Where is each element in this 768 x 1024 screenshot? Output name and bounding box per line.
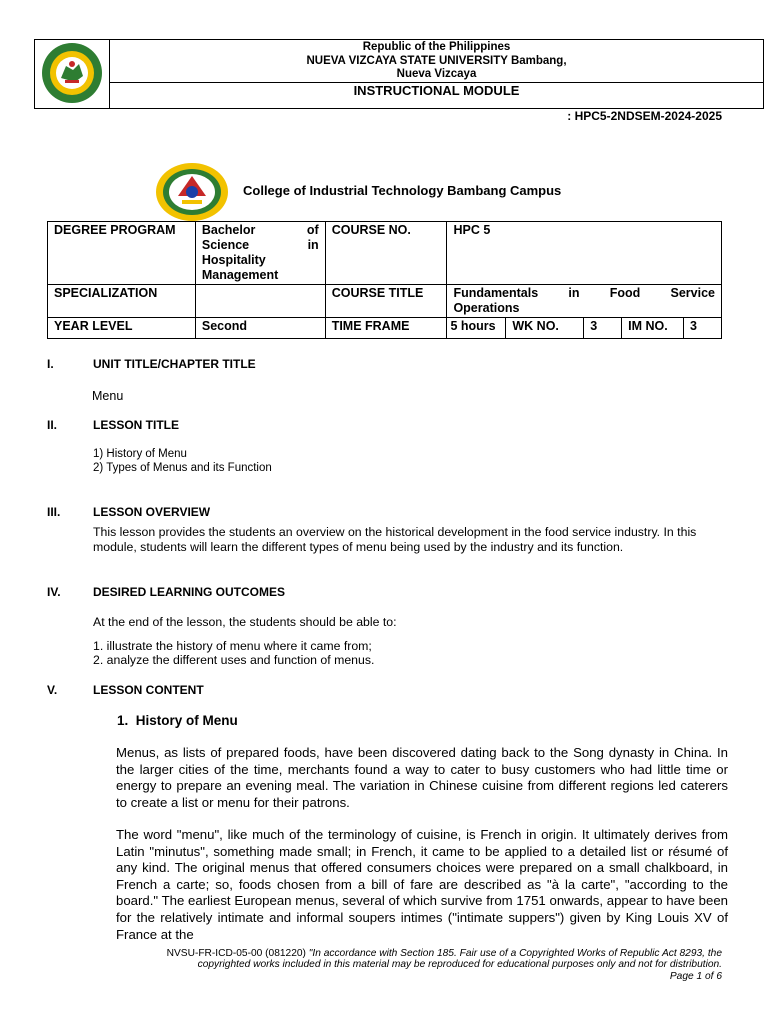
degree-program-value <box>195 222 325 285</box>
im-no-value: 3 <box>684 318 722 339</box>
table-row <box>48 222 722 285</box>
course-title-line-1: Fundamentals in Food Service <box>453 286 715 300</box>
republic-line: Republic of the Philippines <box>362 41 511 53</box>
table-row <box>48 285 722 318</box>
footer-page-line <box>40 971 722 982</box>
module-code: : HPC5-2NDSEM-2024-2025 <box>567 109 722 123</box>
college-name: College of Industrial Technology Bambang Campus <box>243 183 562 198</box>
lesson-title-2: 2) Types of Menus and its Function <box>93 462 272 474</box>
degree-line-2: Science in <box>201 238 319 252</box>
week-no-label: WK NO. <box>506 318 584 339</box>
college-seal-icon <box>154 162 230 222</box>
degree-program-label: DEGREE PROGRAM <box>48 222 196 285</box>
course-title-label: COURSE TITLE <box>325 285 447 318</box>
degree-line-3: Hospitality <box>201 253 266 267</box>
time-frame-label: TIME FRAME <box>325 318 447 339</box>
course-info-table <box>47 221 722 339</box>
lesson-title-1: 1) History of Menu <box>93 448 187 460</box>
lesson-overview-text: This lesson provides the students an overview on the historical development in the food service industry. In this module, students will learn the different types of menu being used by the industry and its function. <box>93 525 697 554</box>
page-footer <box>40 948 722 982</box>
copyright-notice-1: "In accordance with Section 185. Fair use of a Copyrighted Works of Republic Act 8293, the <box>308 948 722 959</box>
university-seal-cell <box>35 40 110 108</box>
section-1-body: Menu <box>92 389 124 403</box>
year-level-label: YEAR LEVEL <box>48 318 196 339</box>
section-4-number: IV. <box>47 585 61 599</box>
document-header <box>34 39 764 109</box>
course-no-value: HPC 5 <box>447 222 722 285</box>
university-line: NUEVA VIZCAYA STATE UNIVERSITY Bambang, <box>306 54 567 67</box>
table-row <box>48 318 722 339</box>
footer-notice-line-1 <box>40 948 722 959</box>
week-no-value: 3 <box>584 318 622 339</box>
degree-line-1: Bachelor of <box>201 223 319 237</box>
im-no-label: IM NO. <box>622 318 684 339</box>
course-title-value <box>447 285 722 318</box>
section-1-number: I. <box>47 357 54 371</box>
copyright-notice-2: copyrighted works included in this material may be reproduced for educational purposes only and not for distribution. <box>197 959 722 971</box>
degree-line-4: Management <box>201 268 279 282</box>
course-title-line-2: Operations <box>453 301 520 315</box>
section-1-title: UNIT TITLE/CHAPTER TITLE <box>93 357 256 371</box>
time-frame-value: 5 hours <box>447 318 506 339</box>
history-paragraph-1: Menus, as lists of prepared foods, have been discovered dating back to the Song dynasty in China. In the larger cities of the time, merchants found a way to cater to busy customers who had little time or energy to prepare an evening meal. The variation in Chinese cuisine from different regions led caterers to create a list or menu for their patrons. <box>116 745 728 810</box>
section-3-title: LESSON OVERVIEW <box>93 505 211 519</box>
module-title: INSTRUCTIONAL MODULE <box>353 83 520 98</box>
section-3-number: III. <box>47 505 61 519</box>
course-no-label: COURSE NO. <box>325 222 447 285</box>
section-2-number: II. <box>47 418 58 432</box>
form-code: NVSU-FR-ICD-05-00 (081220) <box>166 948 306 959</box>
subsection-history-of-menu: 1. History of Menu <box>117 713 238 728</box>
page-number: Page 1 of 6 <box>669 970 722 982</box>
location-line: Nueva Vizcaya <box>396 68 477 80</box>
outcome-1: 1. illustrate the history of menu where it came from; <box>93 639 372 653</box>
outcomes-intro: At the end of the lesson, the students should be able to: <box>93 615 397 629</box>
outcome-2: 2. analyze the different uses and function of menus. <box>93 653 375 667</box>
specialization-value <box>195 285 325 318</box>
header-institution <box>110 40 763 83</box>
specialization-label: SPECIALIZATION <box>48 285 196 318</box>
university-seal-icon <box>35 40 109 108</box>
year-level-value: Second <box>195 318 325 339</box>
section-4-title: DESIRED LEARNING OUTCOMES <box>93 585 286 599</box>
section-2-title: LESSON TITLE <box>93 418 180 432</box>
history-paragraph-2: The word "menu", like much of the terminology of cuisine, is French in origin. It ultimately derives from Latin "minutus", something made small; in French, it came to be applied to a detailed list or résumé of any kind. The original menus that offered consumers choices were prepared on a small chalkboard, in French a carte; so, foods chosen from a bill of fare are described as "à la carte", "according to the board." The earliest European menus, several of which survive from 1751 onwards, appear to have been for the relatively intimate and informal soupers intimes ("intimate suppers") given by King Louis XV of France at the <box>116 827 728 942</box>
footer-notice-line-2 <box>40 959 722 970</box>
section-5-title: LESSON CONTENT <box>93 683 204 697</box>
section-5-number: V. <box>47 683 58 697</box>
